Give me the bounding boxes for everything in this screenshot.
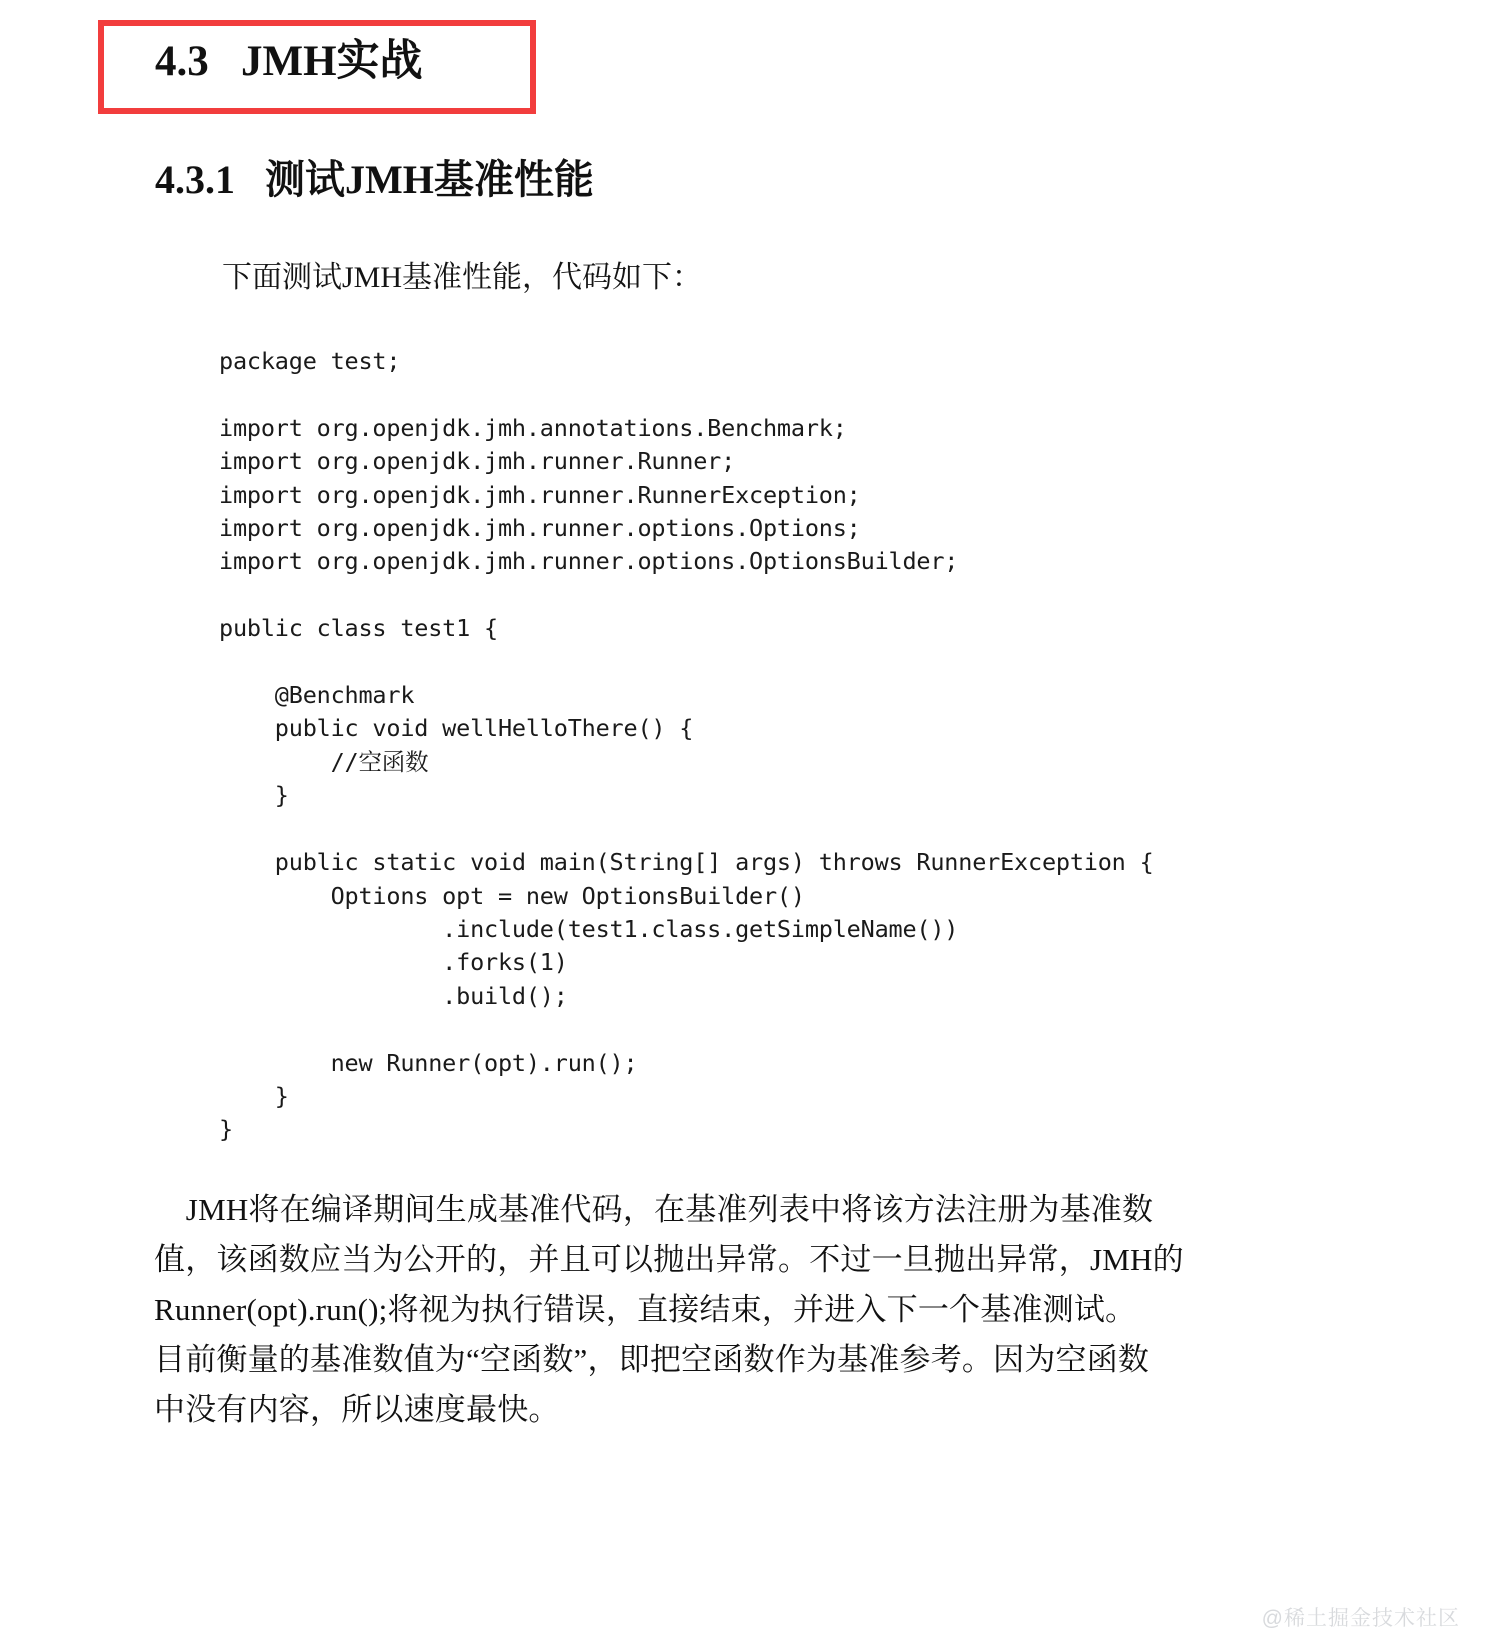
code-block: [219, 345, 1319, 1147]
paragraph-line: JMH将在编译期间生成基准代码，在基准列表中将该方法注册为基准数: [154, 1192, 1154, 1227]
code-line: import org.openjdk.jmh.annotations.Benchmark;: [219, 413, 847, 442]
code-line: public class test1 {: [219, 614, 498, 643]
paragraph-line: 中没有内容，所以速度最快。: [154, 1392, 560, 1427]
code-line: }: [219, 781, 289, 810]
code-line: import org.openjdk.jmh.runner.Runner;: [219, 447, 736, 476]
code-line: //空函数: [219, 747, 429, 776]
section-heading: 4.3 JMH实战: [155, 38, 423, 85]
code-line: [219, 378, 1319, 411]
code-line: [219, 813, 1319, 846]
code-line: .build();: [219, 981, 568, 1010]
body-paragraph: [154, 1185, 1314, 1435]
code-line: .forks(1): [219, 948, 568, 977]
code-line: [219, 646, 1319, 679]
code-line: import org.openjdk.jmh.runner.RunnerException;: [219, 480, 861, 509]
subsection-heading: 4.3.1 测试JMH基准性能: [155, 157, 594, 202]
code-line: import org.openjdk.jmh.runner.options.OptionsBuilder;: [219, 547, 959, 576]
code-line: new Runner(opt).run();: [219, 1048, 638, 1077]
code-line: }: [219, 1081, 289, 1110]
paragraph-line: 值，该函数应当为公开的，并且可以抛出异常。不过一旦抛出异常，JMH的: [154, 1242, 1184, 1277]
intro-paragraph: 下面测试JMH基准性能，代码如下：: [222, 261, 703, 294]
code-line: }: [219, 1115, 233, 1144]
code-line: .include(test1.class.getSimpleName()): [219, 914, 959, 943]
paragraph-line: Runner(opt).run();将视为执行错误，直接结束，并进入下一个基准测试。: [154, 1292, 1137, 1327]
watermark: @稀土掘金技术社区: [1261, 1607, 1460, 1630]
code-line: import org.openjdk.jmh.runner.options.Options;: [219, 514, 861, 543]
code-line: @Benchmark: [219, 681, 415, 710]
code-line: package test;: [219, 347, 401, 375]
code-line: public void wellHelloThere() {: [219, 714, 694, 743]
code-line: public static void main(String[] args) throws RunnerException {: [219, 848, 1154, 877]
code-line: [219, 579, 1319, 612]
code-line: [219, 1013, 1319, 1046]
paragraph-line: 目前衡量的基准数值为“空函数”，即把空函数作为基准参考。因为空函数: [154, 1342, 1150, 1377]
code-line: Options opt = new OptionsBuilder(): [219, 881, 805, 910]
